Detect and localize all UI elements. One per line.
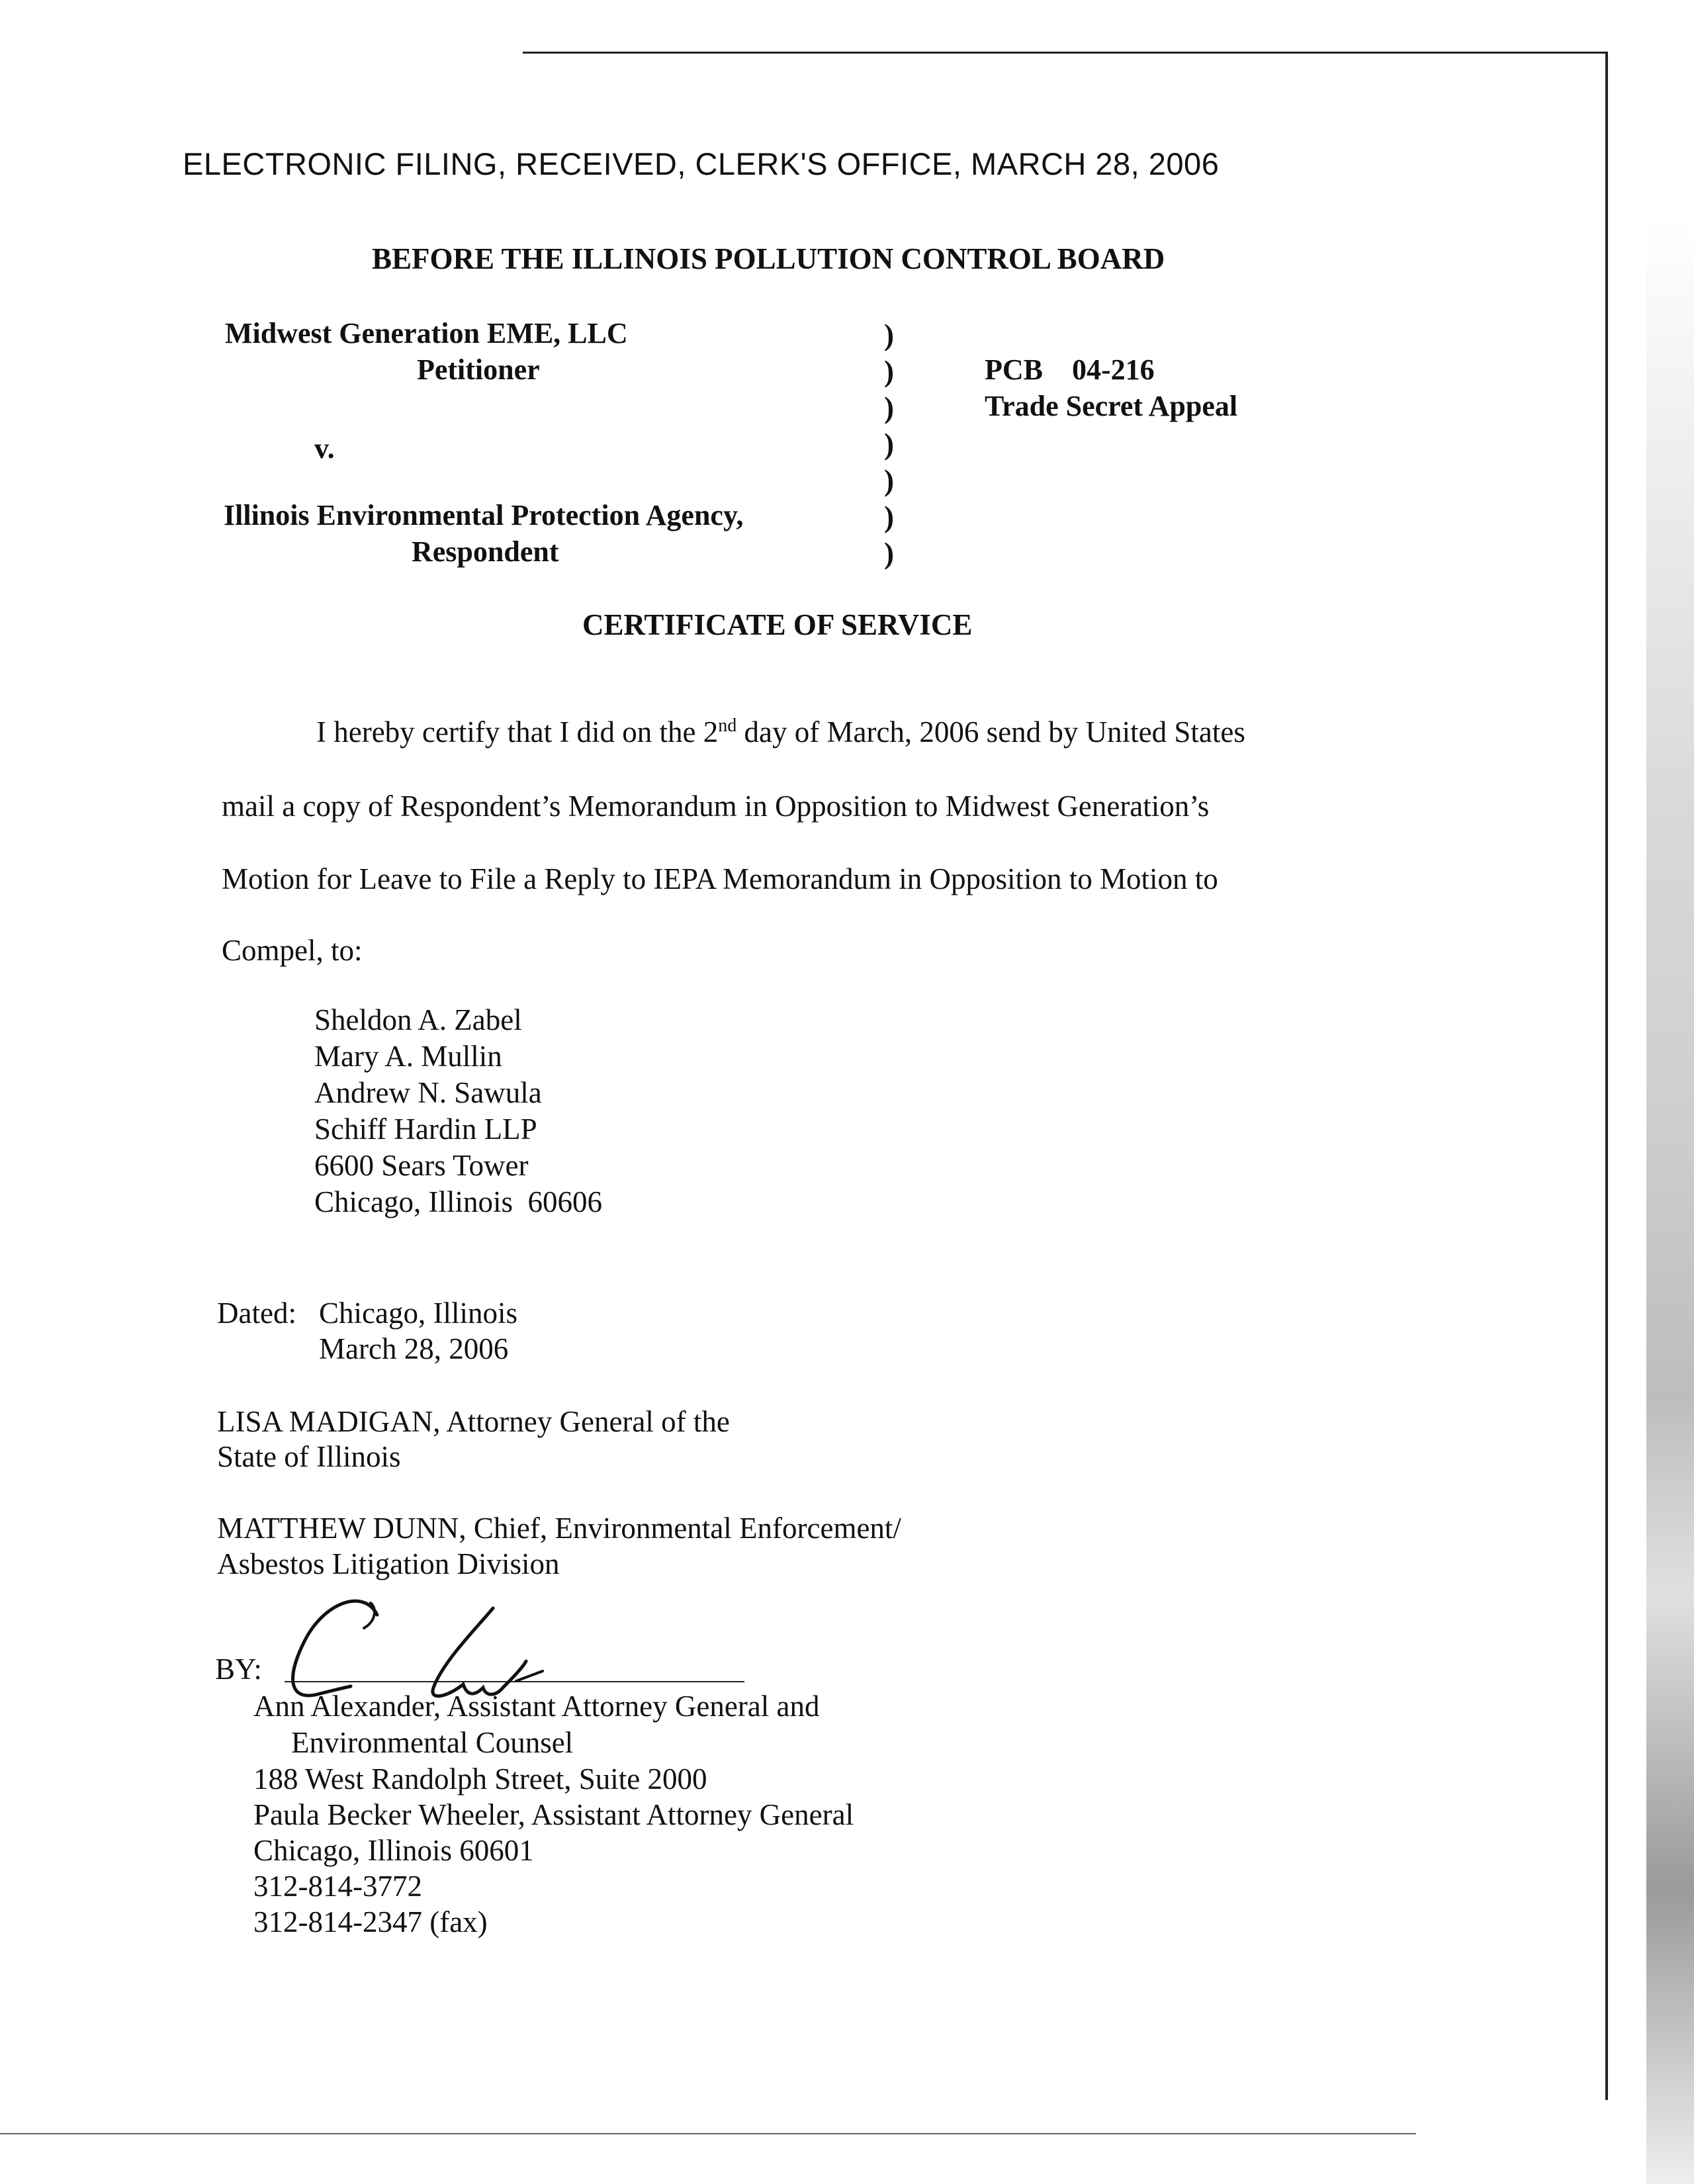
- respondent-role: Respondent: [412, 535, 559, 568]
- petitioner-name: Midwest Generation EME, LLC: [225, 317, 628, 349]
- caption-paren: ): [884, 428, 894, 461]
- recipient-line: Mary A. Mullin: [314, 1040, 502, 1073]
- dated-place: Chicago, Illinois: [319, 1297, 517, 1330]
- scan-edge-strip: [1646, 218, 1694, 2184]
- recipient-line: Chicago, Illinois 60606: [314, 1185, 602, 1218]
- document-title: CERTIFICATE OF SERVICE: [582, 608, 973, 641]
- division-line-1: MATTHEW DUNN, Chief, Environmental Enforcement/: [217, 1512, 901, 1545]
- phone-line: 312-814-3772: [253, 1870, 422, 1903]
- recipient-line: 6600 Sears Tower: [314, 1149, 529, 1182]
- certification-line-2: mail a copy of Respondent’s Memorandum in Opposition to Midwest Generation’s: [222, 790, 1210, 823]
- case-number: PCB 04-216: [985, 353, 1155, 386]
- city-line: Chicago, Illinois 60601: [253, 1834, 534, 1867]
- recipient-line: Schiff Hardin LLP: [314, 1113, 537, 1146]
- court-heading: BEFORE THE ILLINOIS POLLUTION CONTROL BOARD: [372, 242, 1165, 275]
- top-border-line: [523, 52, 1608, 54]
- recipient-line: Andrew N. Sawula: [314, 1076, 542, 1109]
- right-border-line: [1605, 52, 1608, 2100]
- dated-label: Dated:: [217, 1297, 296, 1330]
- signer-line-1: Ann Alexander, Assistant Attorney General and: [253, 1690, 820, 1723]
- caption-paren: ): [884, 391, 894, 424]
- caption-paren: ): [884, 537, 894, 570]
- attorney-general-line-2: State of Illinois: [217, 1440, 401, 1473]
- dated-date: March 28, 2006: [319, 1332, 509, 1365]
- ordinal-suffix: nd: [718, 715, 737, 736]
- cosigner-line: Paula Becker Wheeler, Assistant Attorney General: [253, 1798, 854, 1831]
- signer-line-2: Environmental Counsel: [291, 1726, 574, 1759]
- certification-line-3: Motion for Leave to File a Reply to IEPA Memorandum in Opposition to Motion to: [222, 862, 1218, 895]
- petitioner-role: Petitioner: [417, 353, 540, 386]
- fax-line: 312-814-2347 (fax): [253, 1905, 488, 1938]
- caption-paren: ): [884, 500, 894, 533]
- certification-line-1: I hereby certify that I did on the 2nd day of March, 2006 send by United States: [316, 715, 1245, 749]
- certification-line-4: Compel, to:: [222, 934, 363, 967]
- respondent-name: Illinois Environmental Protection Agency,: [224, 499, 744, 531]
- caption-paren: ): [884, 355, 894, 388]
- attorney-general-line-1: LISA MADIGAN, Attorney General of the: [217, 1405, 730, 1438]
- division-line-2: Asbestos Litigation Division: [217, 1547, 560, 1580]
- versus-label: v.: [314, 432, 335, 465]
- caption-paren: ): [884, 318, 894, 351]
- caption-paren: ): [884, 464, 894, 497]
- filing-banner: ELECTRONIC FILING, RECEIVED, CLERK'S OFFICE, MARCH 28, 2006: [183, 146, 1220, 181]
- by-label: BY:: [215, 1653, 262, 1686]
- bottom-border-line: [0, 2133, 1416, 2134]
- recipient-line: Sheldon A. Zabel: [314, 1003, 522, 1036]
- address-line: 188 West Randolph Street, Suite 2000: [253, 1762, 707, 1796]
- case-type: Trade Secret Appeal: [985, 390, 1238, 422]
